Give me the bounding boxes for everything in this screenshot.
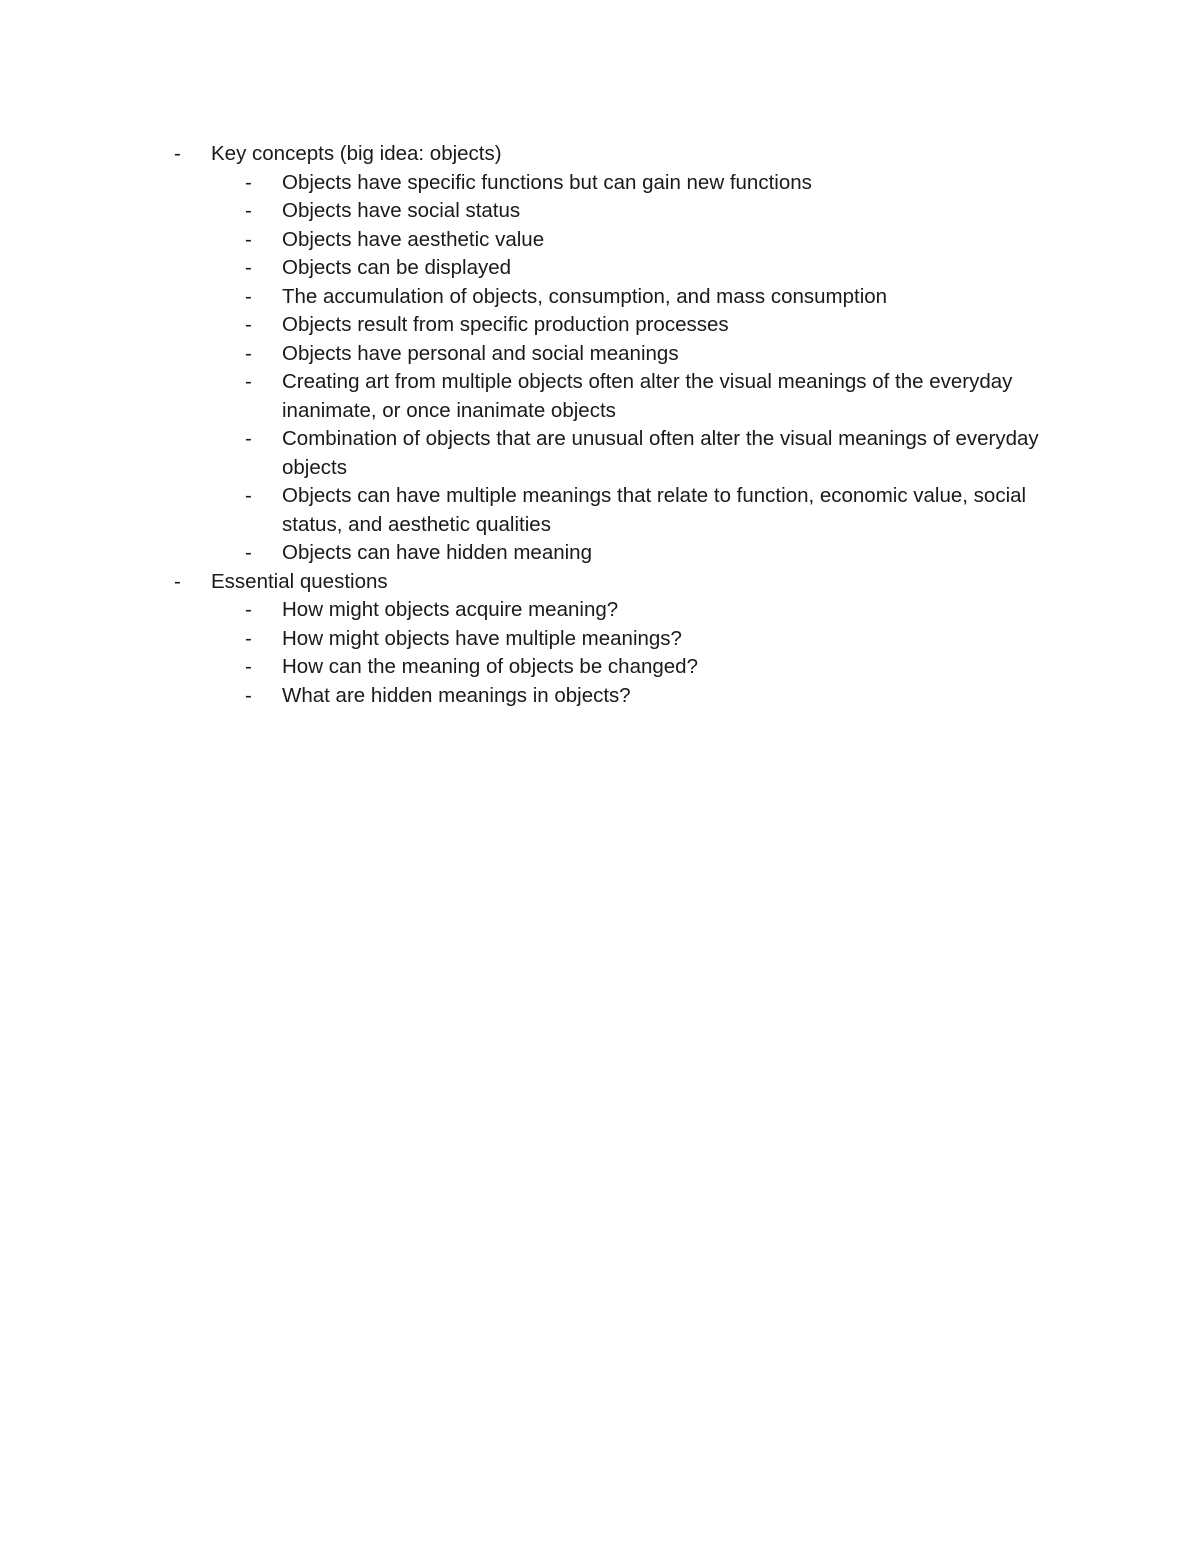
list-item-text: Objects have social status	[282, 199, 521, 222]
list-item-text: Objects can have multiple meanings that relate to function, economic value, social status, and aesthetic qualities	[282, 484, 1027, 536]
section-key-concepts	[172, 140, 1072, 568]
bullet-dash: -	[245, 683, 252, 707]
list-item-text: Objects have personal and social meanings	[282, 341, 679, 365]
section-heading: Key concepts (big idea: objects)	[211, 142, 502, 165]
bullet-dash: -	[245, 655, 252, 678]
list-item-text: Creating art from multiple objects often alter the visual meanings of the everyday inanimate, or once inanimate objects	[282, 370, 1013, 422]
section-heading: Essential questions	[211, 569, 388, 593]
list-item	[172, 653, 1072, 682]
list-item	[172, 340, 1072, 369]
bullet-dash: -	[245, 227, 252, 251]
bullet-dash: -	[245, 626, 252, 650]
list-item	[172, 539, 1072, 568]
list-item	[172, 625, 1072, 654]
bullet-dash: -	[245, 341, 252, 365]
list-item	[172, 311, 1072, 340]
list-item-text: Objects can be displayed	[282, 256, 512, 279]
list-item-text: Objects have aesthetic value	[282, 227, 545, 251]
bullet-dash: -	[245, 199, 252, 222]
bullet-dash: -	[245, 170, 252, 194]
list-item-text: Combination of objects that are unusual often alter the visual meanings of everyday objects	[282, 427, 1039, 479]
section-essential-questions	[172, 568, 1072, 711]
list-item-text: What are hidden meanings in objects?	[282, 683, 631, 707]
list-item-text: How might objects acquire meaning?	[282, 598, 619, 621]
list-item-text: How can the meaning of objects be changed?	[282, 655, 698, 678]
list-item	[172, 596, 1072, 625]
bullet-dash: -	[245, 598, 252, 621]
bullet-dash: -	[245, 484, 252, 507]
list-item-text: Objects can have hidden meaning	[282, 541, 592, 564]
bullet-dash: -	[174, 569, 181, 593]
list-item-text: Objects result from specific production processes	[282, 313, 729, 336]
list-item	[172, 140, 1072, 169]
bullet-dash: -	[245, 541, 252, 564]
list-item	[172, 425, 1072, 482]
list-item	[172, 368, 1072, 425]
list-item	[172, 169, 1072, 198]
list-item	[172, 197, 1072, 226]
list-item-text: The accumulation of objects, consumption, and mass consumption	[282, 284, 888, 308]
bullet-dash: -	[245, 370, 252, 393]
list-item	[172, 254, 1072, 283]
list-item-text: How might objects have multiple meanings?	[282, 626, 682, 650]
bullet-dash: -	[245, 284, 252, 308]
bullet-dash: -	[174, 142, 181, 165]
list-item	[172, 283, 1072, 312]
bullet-dash: -	[245, 313, 252, 336]
bulleted-outline	[172, 140, 1072, 710]
list-item	[172, 482, 1072, 539]
bullet-dash: -	[245, 427, 252, 450]
list-item-text: Objects have specific functions but can gain new functions	[282, 170, 812, 194]
list-item	[172, 568, 1072, 597]
list-item	[172, 226, 1072, 255]
bullet-dash: -	[245, 256, 252, 279]
list-item	[172, 682, 1072, 711]
